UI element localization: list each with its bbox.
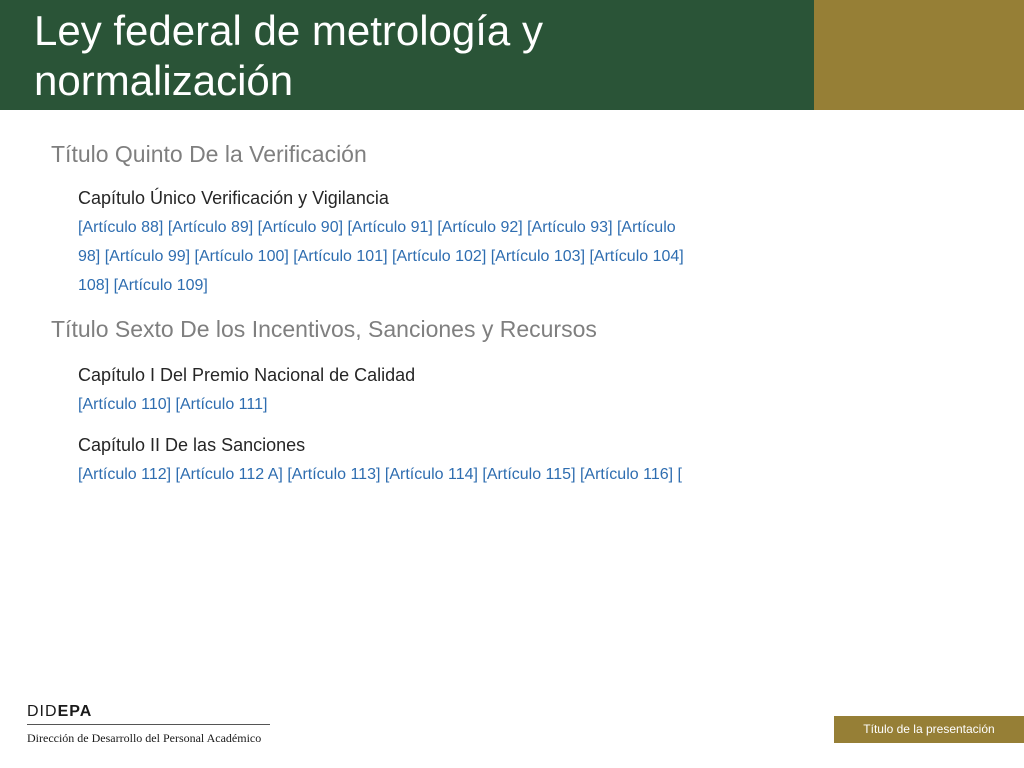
- article-link[interactable]: [Artículo 102]: [392, 248, 487, 265]
- article-link[interactable]: [Artículo 90]: [257, 219, 344, 236]
- article-links-line: [78, 465, 719, 485]
- article-link[interactable]: [Artículo 111]: [175, 396, 268, 413]
- logo-divider: [27, 724, 270, 725]
- article-links-line: [78, 247, 719, 267]
- article-link[interactable]: [Artículo 89]: [167, 219, 254, 236]
- slide-title-line-2: normalización: [34, 57, 294, 104]
- article-link[interactable]: [Artículo 112 A]: [175, 466, 283, 483]
- article-link[interactable]: 98]: [78, 248, 101, 265]
- slide-title-line-1: Ley federal de metrología y: [34, 7, 543, 54]
- logo-bold: EPA: [57, 703, 93, 720]
- article-link[interactable]: [Artículo 93]: [527, 219, 613, 236]
- article-links-line: [78, 276, 719, 296]
- section-heading-titulo-sexto: Título Sexto De los Incentivos, Sanciones y Recursos: [51, 316, 597, 342]
- article-link[interactable]: [Artículo 110]: [78, 396, 172, 413]
- article-links-line: [78, 395, 719, 415]
- presentation-title-badge: Título de la presentación: [834, 716, 1024, 743]
- article-link[interactable]: [Artículo 113]: [287, 466, 381, 483]
- article-link[interactable]: [Artículo 114]: [384, 466, 478, 483]
- logo-subtitle: Dirección de Desarrollo del Personal Académico: [27, 731, 262, 745]
- logo-prefix: DID: [27, 703, 58, 720]
- article-link[interactable]: [Artículo 88]: [78, 219, 164, 236]
- didepa-logo: [27, 702, 272, 746]
- chapter-heading-capitulo-i: Capítulo I Del Premio Nacional de Calidad: [78, 365, 416, 385]
- article-link[interactable]: [Artículo 91]: [347, 219, 433, 236]
- article-link[interactable]: [Artículo 116]: [579, 466, 674, 483]
- article-link[interactable]: [Artículo 100]: [194, 248, 289, 265]
- article-link[interactable]: [Artículo 104]: [589, 248, 684, 265]
- article-link[interactable]: [Artículo 112]: [78, 466, 172, 483]
- logo-wordmark: [27, 702, 272, 722]
- section-heading-titulo-quinto: Título Quinto De la Verificación: [51, 141, 367, 167]
- article-link[interactable]: [Artículo 103]: [490, 248, 586, 265]
- article-link[interactable]: [Artículo: [616, 219, 676, 236]
- article-link[interactable]: [Artículo 92]: [437, 219, 523, 236]
- article-link[interactable]: [Artículo 109]: [113, 277, 208, 294]
- chapter-heading-capitulo-ii: Capítulo II De las Sanciones: [78, 435, 306, 455]
- article-link[interactable]: [Artículo 115]: [482, 466, 576, 483]
- article-link[interactable]: [Artículo 101]: [293, 248, 388, 265]
- article-link[interactable]: 108]: [78, 277, 110, 294]
- article-link[interactable]: [Artículo 99]: [104, 248, 191, 265]
- chapter-heading-unico: Capítulo Único Verificación y Vigilancia: [78, 188, 389, 208]
- article-link[interactable]: [: [677, 466, 682, 483]
- article-links-line: [78, 218, 719, 238]
